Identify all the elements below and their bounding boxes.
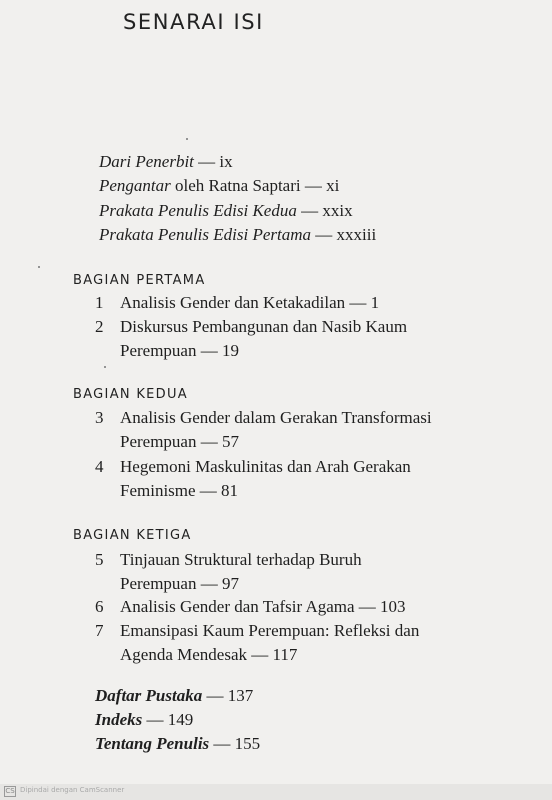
chapter-title-continued: Feminisme — 81	[120, 481, 239, 500]
chapter-title: Analisis Gender dalam Gerakan Transformasi	[120, 408, 432, 427]
toc-entry-front	[99, 225, 376, 245]
entry-page: — 149	[146, 710, 194, 729]
part-heading: BAGIAN PERTAMA	[73, 273, 206, 288]
entry-page: — xxix	[301, 201, 353, 220]
scan-speck	[38, 266, 40, 268]
chapter-title-continued: Perempuan — 97	[120, 574, 239, 593]
chapter-title: Analisis Gender dan Ketakadilan — 1	[120, 293, 380, 312]
entry-page: — 155	[213, 734, 261, 753]
entry-title: Prakata Penulis Edisi Pertama	[99, 225, 312, 244]
camscanner-logo-icon: CS	[5, 787, 15, 795]
chapter-number: 1	[95, 293, 104, 312]
entry-title: Tentang Penulis	[95, 734, 210, 753]
toc-entry-back	[95, 686, 253, 706]
chapter-number: 5	[95, 550, 104, 569]
part-heading: BAGIAN KEDUA	[73, 387, 188, 402]
chapter-title: Diskursus Pembangunan dan Nasib Kaum	[120, 317, 408, 336]
entry-title: Indeks	[95, 710, 143, 729]
chapter-title-continued: Perempuan — 57	[120, 432, 239, 451]
entry-page: — ix	[198, 152, 233, 171]
entry-page: — xi	[304, 176, 340, 195]
chapter-number: 3	[95, 408, 104, 427]
chapter-number: 7	[95, 621, 104, 640]
chapter-number: 4	[95, 457, 104, 476]
entry-page: — xxxiii	[315, 225, 377, 244]
entry-page: — 137	[206, 686, 254, 705]
chapter-title: Hegemoni Maskulinitas dan Arah Gerakan	[120, 457, 411, 476]
entry-title: Prakata Penulis Edisi Kedua	[99, 201, 297, 220]
chapter-title-continued: Perempuan — 19	[120, 341, 239, 360]
toc-entry-front	[99, 201, 353, 221]
chapter-title: Analisis Gender dan Tafsir Agama — 103	[120, 597, 406, 616]
part-heading: BAGIAN KETIGA	[73, 528, 192, 543]
toc-entry-front	[99, 176, 339, 196]
toc-entry-front	[99, 152, 233, 172]
chapter-number: 6	[95, 597, 104, 616]
chapter-number: 2	[95, 317, 104, 336]
scan-speck	[104, 366, 106, 368]
scan-speck	[186, 138, 188, 140]
entry-subtitle: oleh Ratna Saptari	[170, 176, 301, 195]
entry-title: Pengantar	[99, 176, 171, 195]
toc-entry-back	[95, 734, 260, 754]
toc-entry-back	[95, 710, 193, 730]
entry-title: Daftar Pustaka	[95, 686, 203, 705]
page-title: SENARAI ISI	[123, 10, 264, 34]
chapter-title-continued: Agenda Mendesak — 117	[120, 645, 298, 664]
chapter-title: Tinjauan Struktural terhadap Buruh	[120, 550, 362, 569]
scanner-watermark: Dipindai dengan CamScanner	[20, 786, 125, 794]
entry-title: Dari Penerbit	[99, 152, 194, 171]
chapter-title: Emansipasi Kaum Perempuan: Refleksi dan	[120, 621, 420, 640]
